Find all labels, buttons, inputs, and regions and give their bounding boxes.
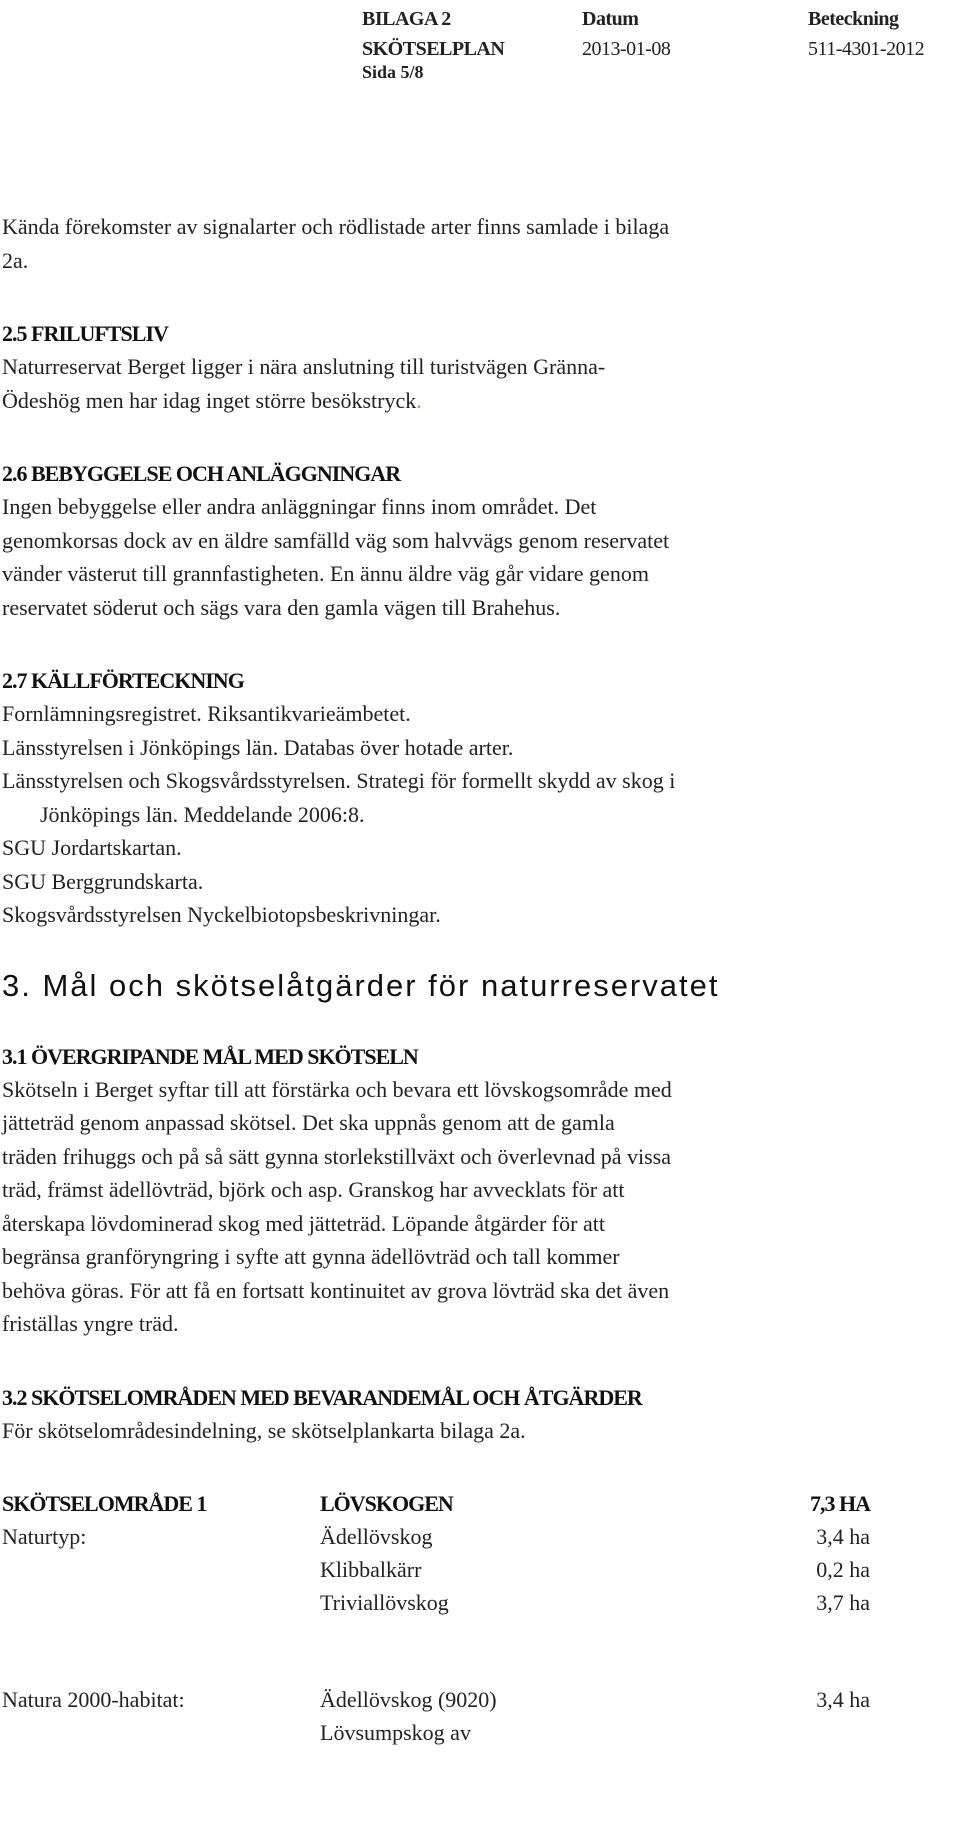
page-number: Sida 5/8 (362, 62, 424, 82)
header-attachment-label: BILAGA 2 (362, 8, 451, 30)
habitat-area: 0,2 ha (816, 1557, 870, 1582)
habitat-type: Lövsumpskog av (320, 1720, 471, 1745)
row-label: Naturtyp: (2, 1524, 87, 1549)
header-date-label: Datum (582, 8, 639, 30)
area-name: SKÖTSELOMRÅDE 1 (2, 1491, 207, 1516)
table-row (2, 1683, 870, 1716)
paragraph-line: begränsa granföryngring i syfte att gynna ädellövträd och tall kommer (2, 1244, 620, 1269)
paragraph-text: Ödeshög men har idag inget större besökstryck (2, 387, 417, 413)
section-title-friluftsliv: 2.5 FRILUFTSLIV (2, 321, 168, 346)
section-title-bebyggelse: 2.6 BEBYGGELSE OCH ANLÄGGNINGAR (2, 461, 401, 486)
paragraph-line: genomkorsas dock av en äldre samfälld väg som halvvägs genom reservatet (2, 527, 670, 553)
table-row (2, 1520, 870, 1553)
intro-line: Kända förekomster av signalarter och rödlistade arter finns samlade i bilaga (2, 214, 670, 239)
chapter-title: 3. Mål och skötselåtgärder för naturreservatet (2, 967, 720, 1003)
reference-item: SGU Jordartskartan. (2, 835, 182, 860)
area-size: 7,3 HA (810, 1491, 870, 1516)
reference-item-continued: Jönköpings län. Meddelande 2006:8. (40, 801, 365, 827)
reference-item: Skogsvårdsstyrelsen Nyckelbiotopsbeskrivningar. (2, 902, 441, 927)
reference-item: Länsstyrelsen och Skogsvårdsstyrelsen. Strategi för formellt skydd av skog i (2, 768, 676, 793)
paragraph-line: friställas yngre träd. (2, 1311, 179, 1336)
header-column-date (582, 4, 670, 84)
paragraph-line: träden frihuggs och på så sätt gynna storlekstillväxt och överlevnad på vissa (2, 1143, 671, 1169)
paragraph-dot: . (416, 387, 422, 413)
header-reference-label: Beteckning (808, 8, 899, 30)
area-table (2, 1487, 870, 1749)
paragraph-line: Ingen bebyggelse eller andra anläggningar finns inom området. Det (2, 494, 597, 519)
section-title-skotselomraden: 3.2 SKÖTSELOMRÅDEN MED BEVARANDEMÅL OCH ÅTGÄRDER (2, 1384, 642, 1410)
habitat-area: 3,4 ha (816, 1687, 870, 1712)
header-attachment-value: SKÖTSELPLAN (362, 38, 505, 60)
habitat-type: Triviallövskog (320, 1590, 449, 1615)
table-row (2, 1487, 870, 1520)
reference-item: Länsstyrelsen i Jönköpings län. Databas över hotade arter. (2, 734, 514, 760)
table-row (2, 1586, 870, 1619)
paragraph-line: Naturreservat Berget ligger i nära anslutning till turistvägen Gränna- (2, 354, 606, 379)
habitat-type: Ädellövskog (320, 1524, 433, 1549)
reference-item: SGU Berggrundskarta. (2, 868, 204, 894)
table-row (2, 1553, 870, 1586)
table-row (2, 1716, 862, 1749)
document-body (2, 210, 870, 1749)
header-reference-value: 511-4301-2012 (808, 38, 925, 60)
habitat-area: 3,4 ha (816, 1524, 870, 1549)
paragraph-line: Skötseln i Berget syftar till att förstärka och bevara ett lövskogsområde med (2, 1076, 672, 1102)
reference-item: Fornlämningsregistret. Riksantikvarieämbetet. (2, 701, 411, 726)
habitat-type: Klibbalkärr (320, 1557, 422, 1582)
habitat-type: Ädellövskog (9020) (320, 1687, 497, 1712)
paragraph-line (2, 384, 862, 418)
section-title-overgripande-mal: 3.1 ÖVERGRIPANDE MÅL MED SKÖTSELN (2, 1043, 418, 1069)
paragraph-line: behöva göras. För att få en fortsatt kontinuitet av grova lövträd ska det även (2, 1277, 670, 1303)
row-label: Natura 2000-habitat: (2, 1687, 185, 1712)
section-title-kallforteckning: 2.7 KÄLLFÖRTECKNING (2, 668, 244, 693)
header-date-value: 2013-01-08 (582, 38, 671, 60)
paragraph-line: reservatet söderut och sägs vara den gamla vägen till Brahehus. (2, 594, 561, 620)
paragraph-line: träd, främst ädellövträd, björk och asp. Granskog har avvecklats för att (2, 1177, 625, 1202)
header-column-reference (808, 4, 924, 84)
paragraph-line: vänder västerut till grannfastigheten. En ännu äldre väg går vidare genom (2, 561, 649, 586)
habitat-area: 3,7 ha (816, 1590, 870, 1615)
paragraph-line: jätteträd genom anpassad skötsel. Det ska uppnås genom att de gamla (2, 1110, 615, 1135)
intro-line: 2a. (2, 247, 29, 273)
area-title: LÖVSKOGEN (320, 1491, 453, 1516)
paragraph-line: återskapa lövdominerad skog med jätteträd. Löpande åtgärder för att (2, 1210, 605, 1236)
paragraph-line: För skötselområdesindelning, se skötselplankarta bilaga 2a. (2, 1417, 526, 1443)
